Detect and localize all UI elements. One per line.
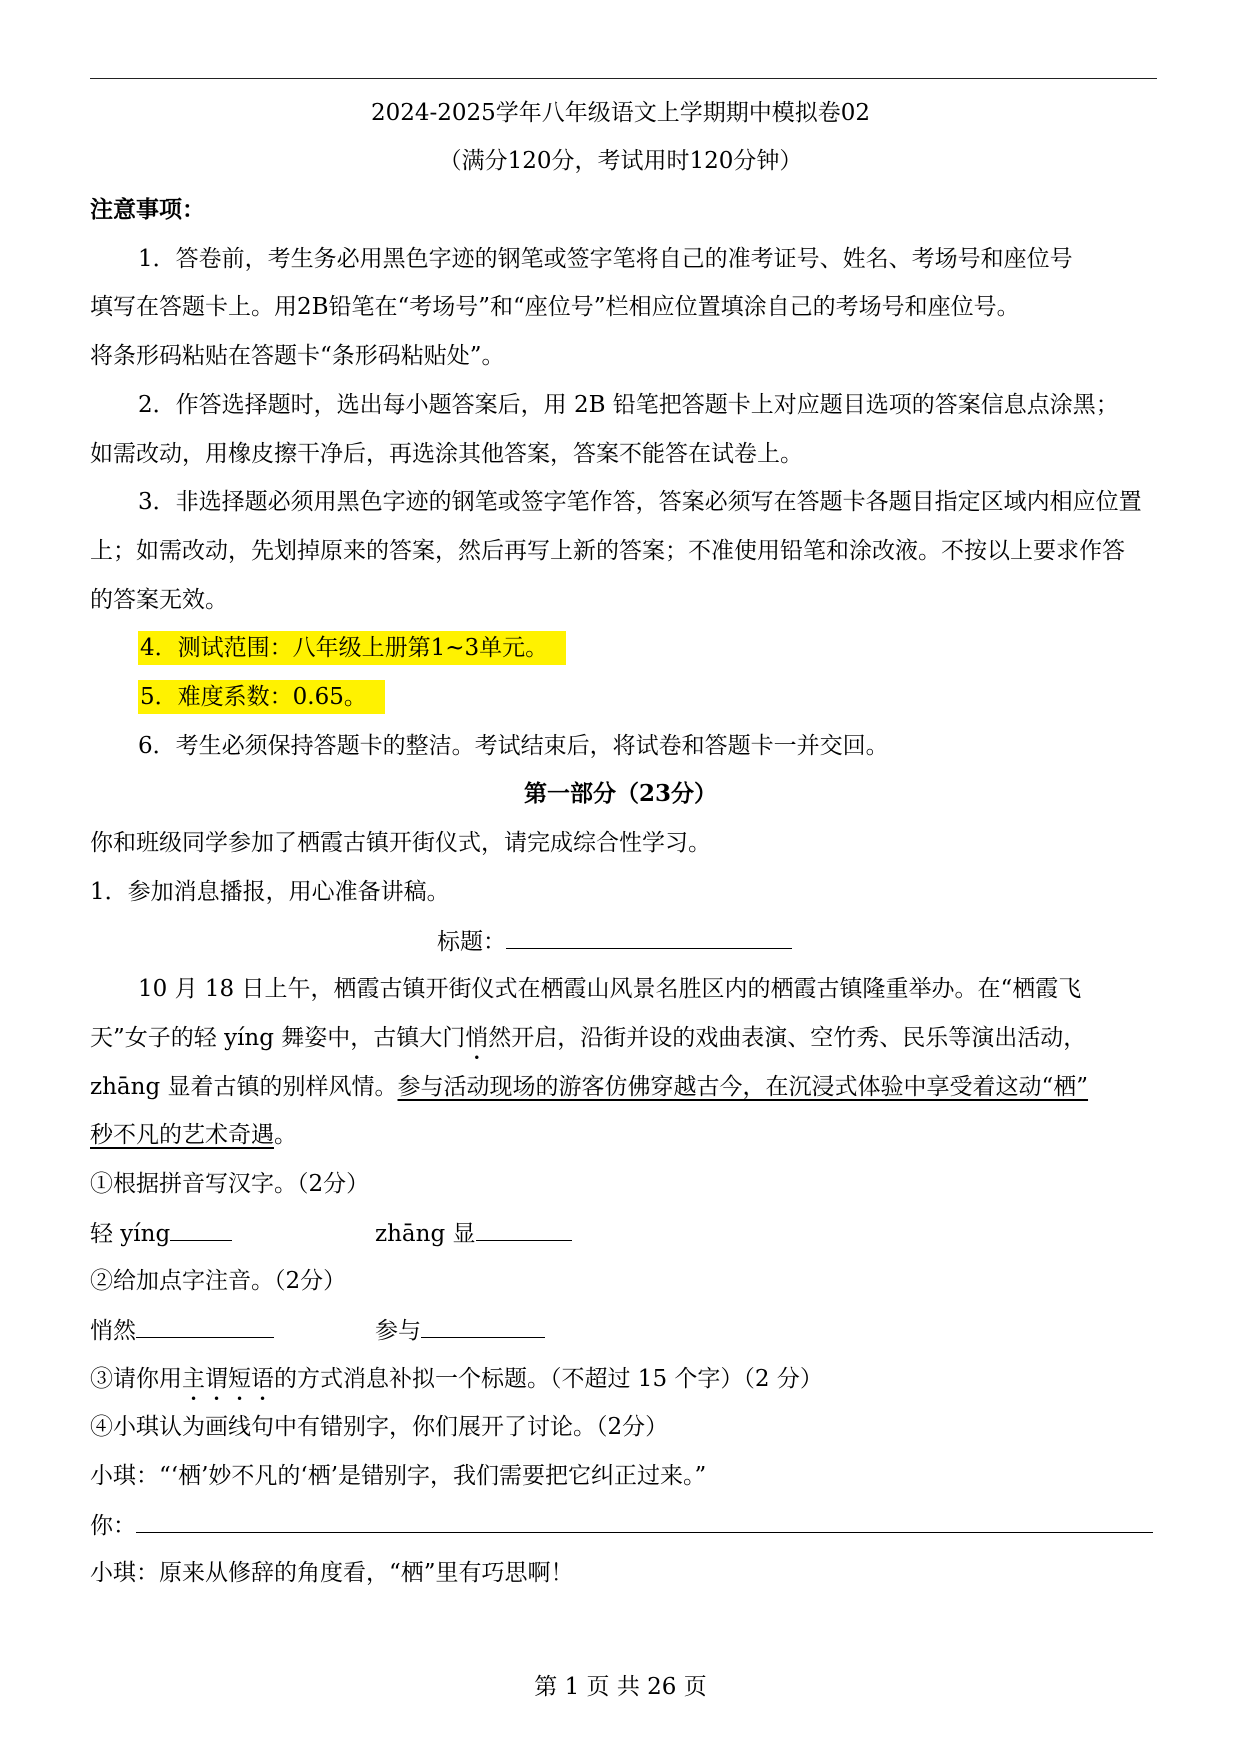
notice-item-5 <box>138 682 385 712</box>
phonetic-answer-2 <box>375 1315 545 1346</box>
news-text: 天”女子的轻 yíng 舞姿中，古镇大门 <box>90 1025 466 1051</box>
sub-question-4: ④小琪认为画线句中有错别字，你们展开了讨论。（2分） <box>90 1414 669 1440</box>
dialogue-line-1: 小琪：“‘栖’妙不凡的‘栖’是错别字，我们需要把它纠正过来。” <box>90 1463 707 1489</box>
sub-question-3 <box>90 1364 823 1406</box>
phonetic-label: 参与 <box>375 1318 421 1344</box>
notice-item-3-line-1: 3．非选择题必须用黑色字迹的钢笔或签字笔作答，答案必须写在答题卡各题目指定区域内相应位置 <box>138 489 1142 515</box>
notice-heading: 注意事项： <box>90 196 205 223</box>
underlined-sentence: 秒不凡的艺术奇遇 <box>90 1122 274 1148</box>
question-text: 的方式消息补拟一个标题。（不超过 15 个字）（2 分） <box>274 1366 823 1392</box>
question-text: ③请你用 <box>90 1366 182 1392</box>
title-answer-blank[interactable] <box>506 926 792 949</box>
phonetic-answer-1 <box>90 1315 274 1346</box>
dialogue-line-3: 小琪：原来从修辞的角度看，“栖”里有巧思啊！ <box>90 1560 574 1586</box>
page-number: 第 1 页 共 26 页 <box>534 1674 707 1700</box>
sub-question-1: ①根据拼音写汉字。（2分） <box>90 1171 370 1197</box>
exam-title: 2024-2025学年八年级语文上学期期中模拟卷02 <box>370 100 871 126</box>
part1-intro: 你和班级同学参加了栖霞古镇开街仪式，请完成综合性学习。 <box>90 830 711 856</box>
title-label: 标题： <box>437 929 506 955</box>
news-para-line-1: 10 月 18 日上午，栖霞古镇开街仪式在栖霞山风景名胜区内的栖霞古镇隆重举办。在“栖霞飞 <box>138 976 1082 1002</box>
question-1: 1．参加消息播报，用心准备讲稿。 <box>90 879 450 905</box>
answer-blank[interactable] <box>476 1218 572 1241</box>
answer-blank[interactable] <box>136 1315 274 1338</box>
news-para-line-2 <box>90 1023 1086 1065</box>
highlight-difficulty: 5．难度系数：0.65。 <box>138 680 385 714</box>
news-para-line-3 <box>90 1072 1088 1102</box>
dialogue-answer-blank[interactable] <box>136 1510 1153 1533</box>
notice-item-1-line-3: 将条形码粘贴在答题卡“条形码粘贴处”。 <box>90 343 505 369</box>
notice-item-6: 6．考生必须保持答题卡的整洁。考试结束后，将试卷和答题卡一并交回。 <box>138 733 889 759</box>
sub-question-2: ②给加点字注音。（2分） <box>90 1268 347 1294</box>
notice-item-1-line-2: 填写在答题卡上。用2B铅笔在“考场号”和“座位号”栏相应位置填涂自己的考场号和座位号。 <box>90 294 1020 320</box>
exam-subtitle: （满分120分，考试用时120分钟） <box>438 148 803 174</box>
underlined-sentence: 参与活动现场的游客仿佛穿越古今，在沉浸式体验中享受着这动“栖” <box>397 1074 1089 1100</box>
speaker-label: 你： <box>90 1513 136 1539</box>
notice-item-1-line-1: 1．答卷前，考生务必用黑色字迹的钢笔或签字笔将自己的准考证号、姓名、考场号和座位号 <box>138 246 1073 272</box>
notice-item-3-line-3: 的答案无效。 <box>90 587 228 613</box>
header-rule <box>90 78 1157 79</box>
part1-heading: 第一部分（23分） <box>523 780 717 807</box>
notice-item-2-line-2: 如需改动，用橡皮擦干净后，再选涂其他答案，答案不能答在试卷上。 <box>90 441 803 467</box>
phonetic-label: 悄然 <box>90 1318 136 1344</box>
pinyin-answer-1 <box>90 1218 232 1249</box>
dotted-term: 主谓短语 <box>182 1366 274 1392</box>
dotted-char: 悄 <box>465 1025 489 1051</box>
pinyin-answer-2 <box>375 1218 572 1249</box>
notice-item-4 <box>138 633 566 663</box>
answer-blank[interactable] <box>170 1218 232 1241</box>
pinyin-label: 轻 yíng <box>90 1221 171 1247</box>
dialogue-line-2 <box>90 1510 1153 1541</box>
answer-blank[interactable] <box>421 1315 545 1338</box>
news-text: zhāng 显着古镇的别样风情。 <box>90 1074 398 1100</box>
news-text: 然开启，沿街并设的戏曲表演、空竹秀、民乐等演出活动， <box>488 1025 1087 1051</box>
pinyin-label: zhāng 显 <box>375 1221 476 1247</box>
news-text: 。 <box>274 1122 297 1148</box>
news-para-line-4 <box>90 1120 297 1150</box>
notice-item-3-line-2: 上；如需改动，先划掉原来的答案，然后再写上新的答案；不准使用铅笔和涂改液。不按以上要求作答 <box>90 538 1125 564</box>
highlight-range: 4．测试范围：八年级上册第1~3单元。 <box>138 631 566 665</box>
title-line <box>437 926 792 957</box>
notice-item-2-line-1: 2．作答选择题时，选出每小题答案后，用 2B 铅笔把答题卡上对应题目选项的答案信息点涂黑； <box>138 392 1119 418</box>
